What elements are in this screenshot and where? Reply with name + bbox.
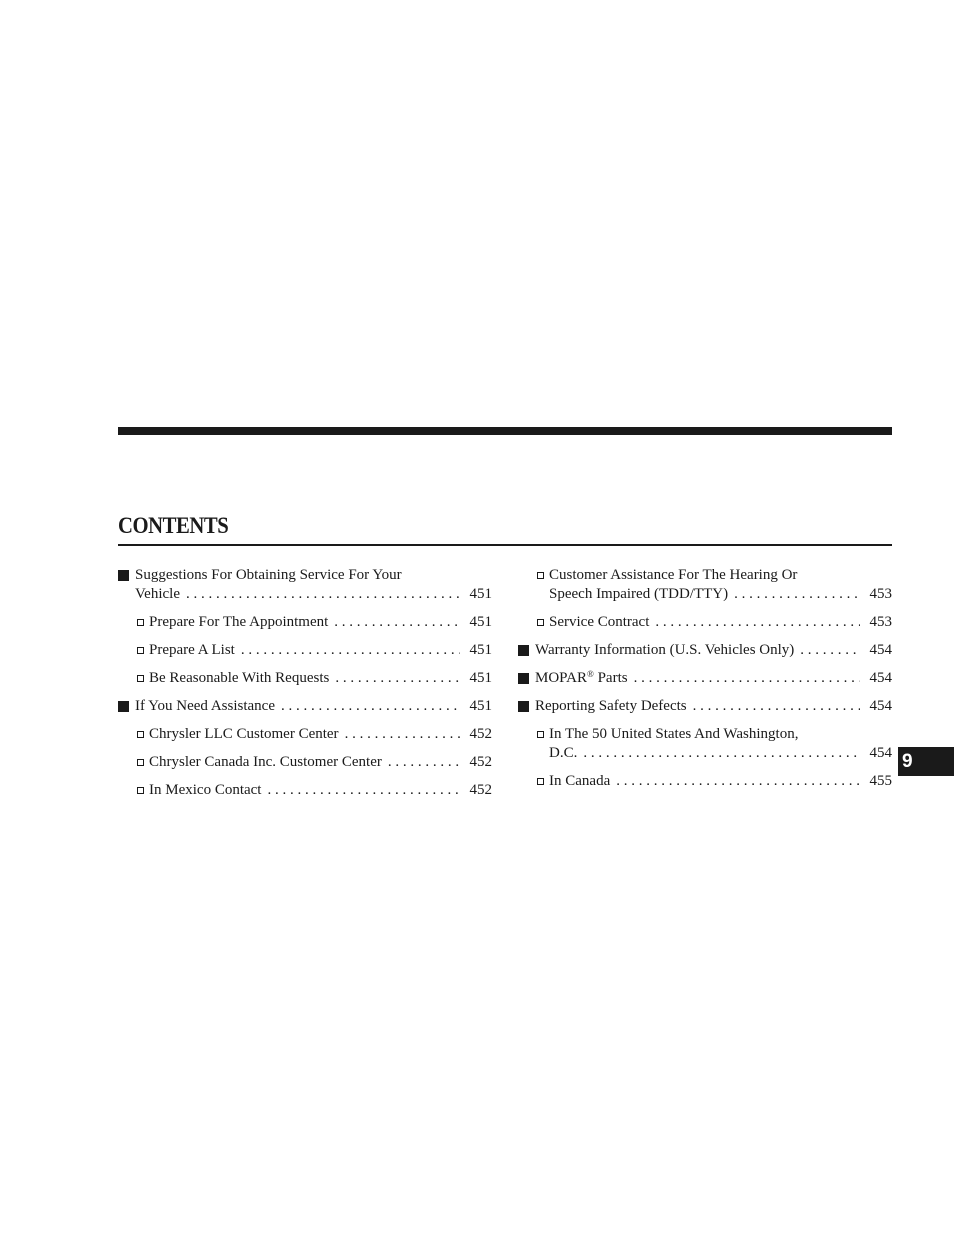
toc-entry-title: Prepare For The Appointment [149, 614, 329, 630]
hollow-square-bullet-icon [537, 572, 544, 579]
toc-entry[interactable] [518, 669, 892, 688]
toc-entry[interactable] [518, 725, 892, 763]
dot-leader [334, 613, 460, 632]
dot-leader [388, 753, 460, 772]
toc-entry-title: Suggestions For Obtaining Service For Your [135, 567, 402, 583]
toc-entry-title: Chrysler Canada Inc. Customer Center [149, 754, 382, 770]
toc-entry[interactable] [118, 613, 492, 632]
top-rule [118, 427, 892, 435]
toc-entry[interactable] [518, 641, 892, 660]
toc-entry[interactable] [118, 641, 492, 660]
toc-entry[interactable] [118, 697, 492, 716]
dot-leader [335, 669, 460, 688]
toc-entry[interactable] [518, 613, 892, 632]
toc-entry[interactable] [118, 669, 492, 688]
dot-leader [267, 781, 460, 800]
filled-square-bullet-icon [518, 645, 529, 656]
toc-page-number: 454 [869, 745, 892, 761]
dot-leader [241, 641, 460, 660]
dot-leader [186, 585, 460, 604]
filled-square-bullet-icon [118, 701, 129, 712]
page-title: CONTENTS [118, 513, 229, 538]
toc-left-column [118, 566, 492, 809]
toc-right-column [518, 566, 892, 800]
dot-leader [634, 669, 860, 688]
toc-entry-title: Warranty Information (U.S. Vehicles Only) [535, 642, 795, 658]
hollow-square-bullet-icon [537, 619, 544, 626]
toc-entry-title: Be Reasonable With Requests [149, 670, 330, 686]
dot-leader [734, 585, 860, 604]
toc-entry[interactable] [118, 781, 492, 800]
hollow-square-bullet-icon [137, 787, 144, 794]
toc-entry-title: Prepare A List [149, 642, 235, 658]
dot-leader [281, 697, 460, 716]
toc-page-number: 451 [469, 642, 492, 658]
toc-page-number: 454 [869, 698, 892, 714]
toc-entry-title: Service Contract [549, 614, 650, 630]
toc-entry[interactable] [518, 566, 892, 604]
hollow-square-bullet-icon [537, 731, 544, 738]
dot-leader [583, 744, 860, 763]
toc-entry-title: Chrysler LLC Customer Center [149, 726, 339, 742]
toc-entry-title: Reporting Safety Defects [535, 698, 687, 714]
dot-leader [655, 613, 860, 632]
hollow-square-bullet-icon [137, 759, 144, 766]
toc-entry[interactable] [118, 753, 492, 772]
filled-square-bullet-icon [518, 673, 529, 684]
toc-entry-title: In The 50 United States And Washington, [549, 726, 799, 742]
dot-leader [345, 725, 460, 744]
filled-square-bullet-icon [118, 570, 129, 581]
filled-square-bullet-icon [518, 701, 529, 712]
toc-page-number: 454 [869, 670, 892, 686]
toc-entry-title: MOPAR® Parts [535, 669, 628, 686]
heading-rule [118, 544, 892, 546]
toc-entry[interactable] [518, 697, 892, 716]
toc-entry-title: Customer Assistance For The Hearing Or [549, 567, 798, 583]
toc-page-number: 453 [869, 586, 892, 602]
toc-entry-title-continued: Vehicle [135, 586, 180, 602]
toc-page-number: 452 [469, 726, 492, 742]
toc-page-number: 451 [469, 670, 492, 686]
toc-page-number: 452 [469, 782, 492, 798]
toc-entry-title: In Canada [549, 773, 611, 789]
toc-page-number: 453 [869, 614, 892, 630]
toc-entry[interactable] [118, 725, 492, 744]
hollow-square-bullet-icon [137, 675, 144, 682]
toc-entry-title-continued: Speech Impaired (TDD/TTY) [549, 586, 729, 602]
toc-page-number: 452 [469, 754, 492, 770]
toc-entry[interactable] [118, 566, 492, 604]
dot-leader [616, 772, 860, 791]
toc-page-number: 455 [869, 773, 892, 789]
hollow-square-bullet-icon [537, 778, 544, 785]
dot-leader [693, 697, 860, 716]
hollow-square-bullet-icon [137, 731, 144, 738]
registered-mark: ® [586, 669, 594, 679]
dot-leader [800, 641, 860, 660]
toc-page-number: 451 [469, 614, 492, 630]
toc-entry-title: In Mexico Contact [149, 782, 262, 798]
toc-page-number: 451 [469, 586, 492, 602]
toc-entry-title: If You Need Assistance [135, 698, 275, 714]
toc-page-number: 454 [869, 642, 892, 658]
toc-page-number: 451 [469, 698, 492, 714]
chapter-tab: 9 [898, 747, 954, 776]
toc-entry[interactable] [518, 772, 892, 791]
hollow-square-bullet-icon [137, 647, 144, 654]
toc-entry-title-continued: D.C. [549, 745, 578, 761]
hollow-square-bullet-icon [137, 619, 144, 626]
